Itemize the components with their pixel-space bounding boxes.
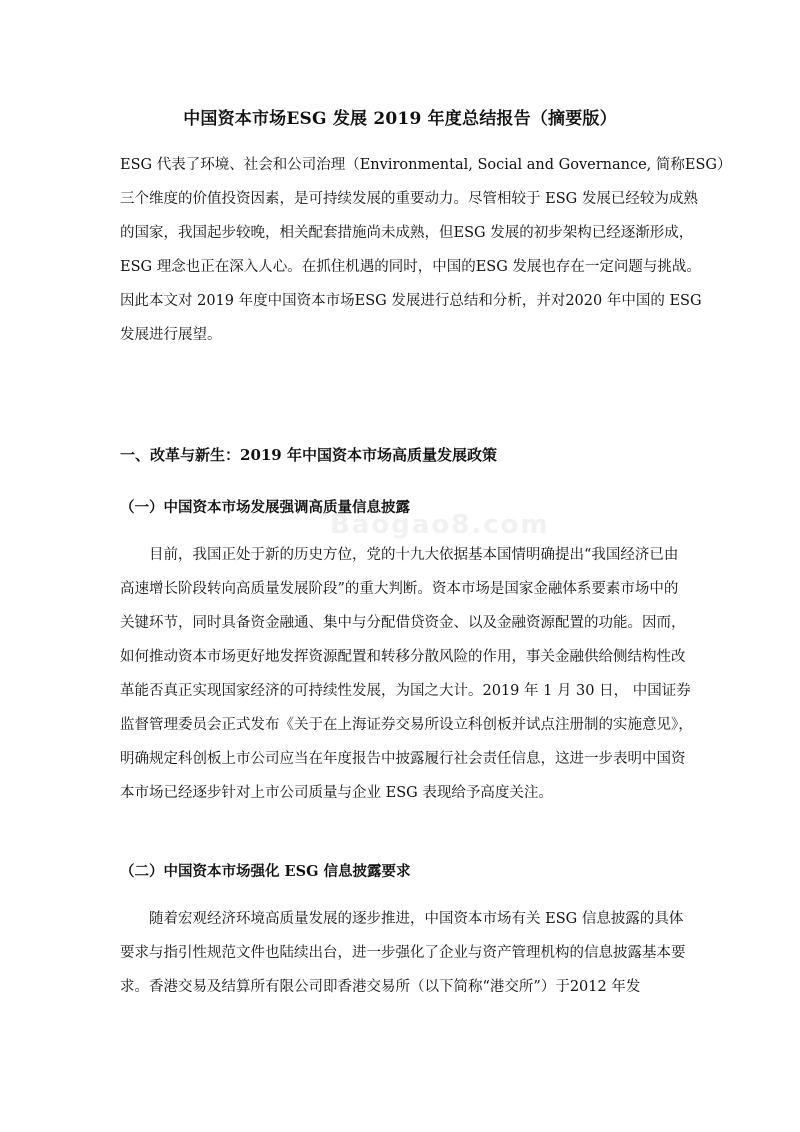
paragraph-line: ESG 理念也正在深入人心。在抓住机遇的同时，中国的ESG 发展也存在一定问题与挑战。 [120, 259, 701, 275]
paragraph-line: 因此本文对 2019 年度中国资本市场ESG 发展进行总结和分析，并对2020 年中国的 ESG [120, 293, 702, 309]
paragraph-line: 明确规定科创板上市公司应当在年度报告中披露履行社会责任信息，这进一步表明中国资 [120, 751, 686, 767]
paragraph-line: 如何推动资本市场更好地发挥资源配置和转移分散风险的作用，事关金融供给侧结构性改 [120, 649, 686, 665]
subsection1-paragraph [120, 538, 692, 810]
paragraph-line: 目前，我国正处于新的历史方位，党的十九大依据基本国情明确提出“我国经济已由 [149, 547, 679, 563]
paragraph-line: 革能否真正实现国家经济的可持续性发展，为国之大计。2019 年 1 月 30 日， 中国证券 [120, 683, 691, 699]
paragraph-line: 本市场已经逐步针对上市公司质量与企业 ESG 表现给予高度关注。 [120, 785, 553, 801]
subsection2-paragraph [120, 902, 692, 1004]
paragraph-line: 要求与指引性规范文件也陆续出台，进一步强化了企业与资产管理机构的信息披露基本要 [120, 945, 686, 961]
document-title: 中国资本市场ESG 发展 2019 年度总结报告（摘要版） [183, 109, 617, 129]
watermark: Baogao8.com [330, 510, 550, 540]
paragraph-line: 关键环节，同时具备资金融通、集中与分配借贷资金、以及金融资源配置的功能。因而， [120, 615, 686, 631]
paragraph-line: 求。香港交易及结算所有限公司即香港交易所（以下简称“港交所”）于2012 年发 [120, 979, 641, 995]
paragraph-line: 发展进行展望。 [120, 327, 222, 343]
paragraph-line: 的国家，我国起步较晚，相关配套措施尚未成熟，但ESG 发展的初步架构已经逐渐形成， [120, 225, 694, 241]
paragraph-line: 三个维度的价值投资因素，是可持续发展的重要动力。尽管相较于 ESG 发展已经较为成熟 [120, 191, 698, 207]
section-heading: 一、改革与新生：2019 年中国资本市场高质量发展政策 [120, 446, 497, 464]
paragraph-line: 随着宏观经济环境高质量发展的逐步推进，中国资本市场有关 ESG 信息披露的具体 [149, 911, 684, 927]
paragraph-line: ESG 代表了环境、社会和公司治理（Environmental, Social and Governance, 简称ESG） [120, 157, 732, 173]
subsection-heading: （二）中国资本市场强化 ESG 信息披露要求 [120, 863, 411, 880]
paragraph-line: 高速增长阶段转向高质量发展阶段”的重大判断。资本市场是国家金融体系要素市场中的 [120, 581, 679, 597]
paragraph-line: 监督管理委员会正式发布《关于在上海证券交易所设立科创板并试点注册制的实施意见》， [120, 717, 693, 733]
intro-paragraph [120, 148, 732, 352]
subsection-heading: （一）中国资本市场发展强调高质量信息披露 [120, 499, 410, 516]
